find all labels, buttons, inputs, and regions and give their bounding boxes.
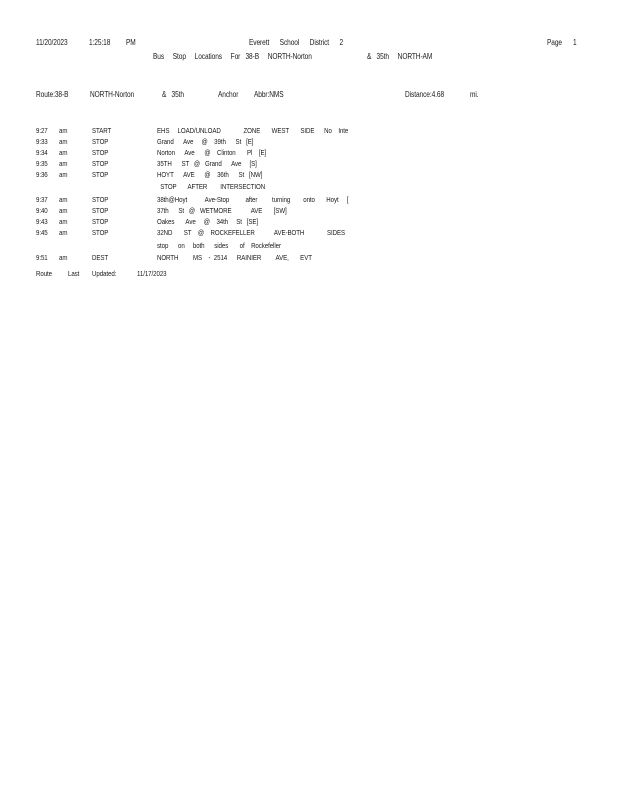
stop-type: STOP [92,137,109,146]
stop-location: NORTH MS - 2514 RAINIER AVE, EVT [157,253,312,262]
distance-unit: mi. [470,90,479,99]
stop-ampm: am [59,126,68,135]
stop-time: 9:40 [36,206,48,215]
stop-location: Grand Ave @ 39th St [E] [157,137,254,146]
footer-updated-date: 11/17/2023 [137,269,167,278]
anchor-abbr: Abbr:NMS [254,90,284,99]
report-time: 1:25:18 [89,38,111,47]
stop-location: Norton Ave @ Clinton Pl [E] [157,148,267,157]
footer-last-label: Last [68,269,80,278]
stop-location: 32ND ST @ ROCKEFELLER AVE-BOTH SIDES [157,228,346,237]
stop-type: STOP [92,228,109,237]
stop-ampm: am [59,217,68,226]
stop-ampm: am [59,195,68,204]
stop-ampm: am [59,148,68,157]
stop-location: STOP AFTER INTERSECTION [157,182,266,191]
stop-location: 38th@Hoyt Ave-Stop after turning onto Hoyt [ [157,195,349,204]
anchor-label: Anchor [218,90,239,99]
stop-location: HOYT AVE @ 36th St [NW] [157,170,263,179]
page-label: Page [547,38,563,47]
stop-location: EHS LOAD/UNLOAD ZONE WEST SIDE No Inte [157,126,349,135]
report-title: Bus Stop Locations For 38-B NORTH-Norton [153,52,312,61]
footer-route-label: Route [36,269,53,278]
stop-time: 9:34 [36,148,48,157]
stop-ampm: am [59,137,68,146]
district-name: Everett School District 2 [249,38,344,47]
stop-time: 9:45 [36,228,48,237]
stop-location: 37th St @ WETMORE AVE [SW] [157,206,287,215]
stop-type: STOP [92,170,109,179]
stop-ampm: am [59,253,68,262]
stop-location: 35TH ST @ Grand Ave [S] [157,159,257,168]
stop-time: 9:35 [36,159,48,168]
stop-ampm: am [59,206,68,215]
stop-ampm: am [59,159,68,168]
stop-time: 9:27 [36,126,48,135]
route-name-tail: & 35th [162,90,184,99]
stop-ampm: am [59,170,68,179]
page-number: 1 [573,38,577,47]
route-id: Route:38-B [36,90,69,99]
route-distance: Distance:4.68 [405,90,445,99]
stop-type: DEST [92,253,109,262]
stop-time: 9:51 [36,253,48,262]
stop-type: START [92,126,112,135]
stop-time: 9:43 [36,217,48,226]
stop-type: STOP [92,217,109,226]
report-title-tail: & 35th NORTH-AM [367,52,433,61]
stop-type: STOP [92,206,109,215]
footer-updated-label: Updated: [92,269,117,278]
stop-time: 9:36 [36,170,48,179]
stop-type: STOP [92,148,109,157]
stop-type: STOP [92,159,109,168]
stop-time: 9:37 [36,195,48,204]
stop-location: Oakes Ave @ 34th St [SE] [157,217,259,226]
stop-time: 9:33 [36,137,48,146]
stop-type: STOP [92,195,109,204]
report-date: 11/20/2023 [36,38,68,47]
stop-ampm: am [59,228,68,237]
report-ampm: PM [126,38,136,47]
route-name: NORTH-Norton [90,90,135,99]
stop-location: stop on both sides of Rockefeller [157,241,281,250]
